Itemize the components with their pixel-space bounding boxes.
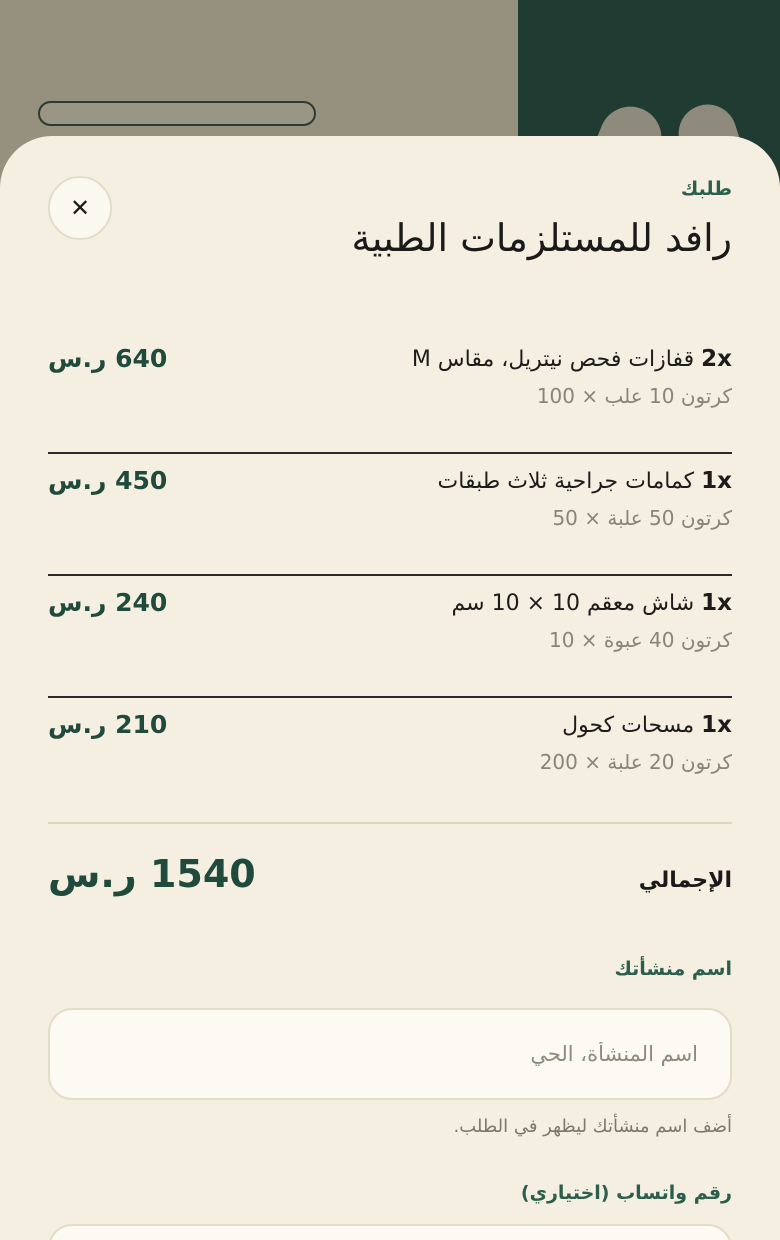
item-pack: كرتون 40 عبوة × 10 (548, 628, 732, 652)
item-qty: 1x (701, 712, 732, 738)
item-qty: 1x (701, 468, 732, 494)
order-sheet (0, 136, 780, 1240)
order-items-list (48, 332, 732, 820)
list-item (48, 454, 732, 576)
item-price: 240 ر.س (48, 588, 168, 617)
list-item (48, 576, 732, 698)
total-divider (48, 822, 732, 824)
list-item (48, 332, 732, 454)
supplier-title: رافد للمستلزمات الطبية (351, 216, 732, 260)
item-name (452, 590, 733, 616)
item-name (412, 346, 732, 372)
total-label: الإجمالي (638, 868, 732, 893)
facility-label: اسم منشأتك (614, 958, 732, 980)
close-icon: ✕ (69, 194, 91, 222)
item-title: قفازات فحص نيتريل، مقاس M (411, 347, 695, 372)
item-title: شاش معقم 10 × 10 سم (451, 591, 695, 616)
item-price: 450 ر.س (48, 466, 168, 495)
list-item (48, 698, 732, 820)
item-qty: 2x (701, 346, 732, 372)
close-button[interactable] (48, 176, 112, 240)
backdrop-search-bar (38, 101, 316, 126)
item-pack: كرتون 50 علبة × 50 (552, 506, 732, 530)
item-name (562, 712, 732, 738)
item-price: 210 ر.س (48, 710, 168, 739)
whatsapp-input[interactable] (48, 1224, 732, 1240)
item-pack: كرتون 10 علب × 100 (536, 384, 732, 408)
item-title: مسحات كحول (562, 713, 695, 738)
item-price: 640 ر.س (48, 344, 168, 373)
item-pack: كرتون 20 علبة × 200 (539, 750, 732, 774)
item-name (438, 468, 732, 494)
item-qty: 1x (701, 590, 732, 616)
item-title: كمامات جراحية ثلاث طبقات (437, 469, 695, 494)
facility-input[interactable] (48, 1008, 732, 1100)
sheet-eyebrow: طلبك (680, 178, 732, 200)
whatsapp-label: رقم واتساب (اختياري) (520, 1182, 732, 1204)
facility-hint: أضف اسم منشأتك ليظهر في الطلب. (453, 1116, 732, 1137)
total-value: 1540 ر.س (48, 852, 256, 896)
